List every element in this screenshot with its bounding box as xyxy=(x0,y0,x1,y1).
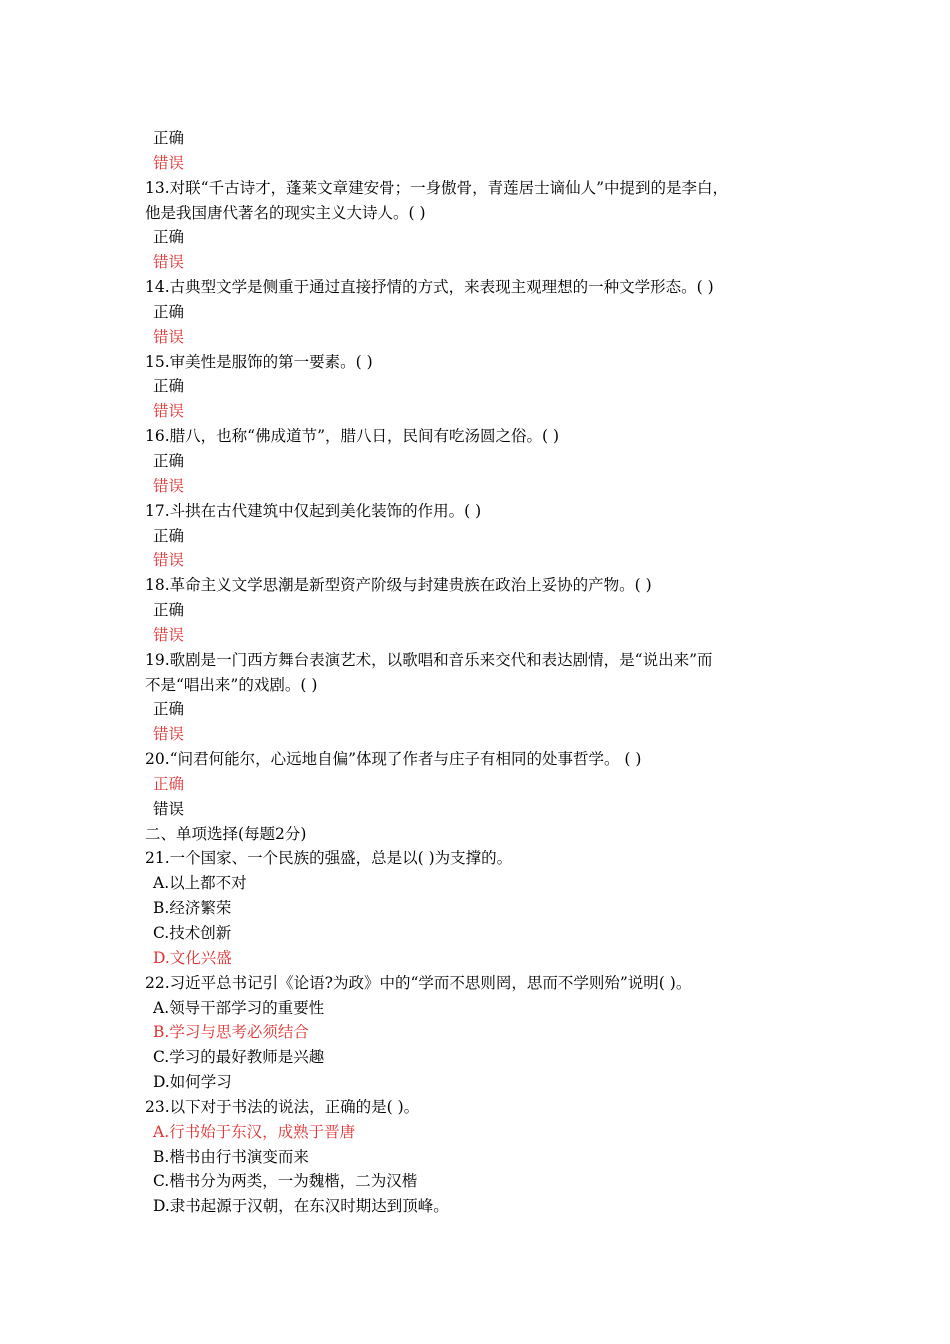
question-text: 21.一个国家、一个民族的强盛，总是以( )为支撑的。 xyxy=(145,849,513,868)
answer-option-correct: 错误 xyxy=(153,551,185,570)
question-text: 16.腊八，也称“佛成道节”，腊八日，民间有吃汤圆之俗。( ) xyxy=(145,427,560,446)
answer-option: D.如何学习 xyxy=(153,1073,232,1092)
answer-option: 正确 xyxy=(153,129,185,147)
question-text: 23.以下对于书法的说法，正确的是( )。 xyxy=(145,1097,420,1116)
answer-option: 错误 xyxy=(153,799,185,818)
answer-option-correct: 错误 xyxy=(153,402,185,421)
answer-option: 正确 xyxy=(153,302,185,321)
answer-option-correct: 错误 xyxy=(153,153,185,172)
question-text: 19.歌剧是一门西方舞台表演艺术，以歌唱和音乐来交代和表达剧情，是“说出来”而 xyxy=(145,650,713,669)
answer-option: 正确 xyxy=(153,601,185,620)
question-text: 22.习近平总书记引《论语?为政》中的“学而不思则罔，思而不学则殆”说明( )。 xyxy=(145,973,692,992)
answer-option-correct: 错误 xyxy=(153,725,185,744)
answer-option: 正确 xyxy=(153,377,185,396)
answer-option: C.技术创新 xyxy=(153,924,232,942)
answer-option: D.隶书起源于汉朝，在东汉时期达到顶峰。 xyxy=(153,1197,449,1216)
document-body xyxy=(145,126,825,1219)
section-heading: 二、单项选择(每题2分) xyxy=(145,824,307,843)
answer-option-correct: 错误 xyxy=(153,476,185,495)
answer-option-correct: 错误 xyxy=(153,253,185,272)
answer-option: 正确 xyxy=(153,700,185,719)
answer-option: A.以上都不对 xyxy=(153,874,247,893)
answer-option: 正确 xyxy=(153,451,185,470)
answer-option: 正确 xyxy=(153,526,185,545)
answer-option: C.楷书分为两类，一为魏楷，二为汉楷 xyxy=(153,1172,418,1191)
answer-option: B.楷书由行书演变而来 xyxy=(153,1147,309,1166)
answer-option: 正确 xyxy=(153,228,185,247)
question-text: 13.对联“千古诗才，蓬莱文章建安骨；一身傲骨，青莲居士谪仙人”中提到的是李白， xyxy=(145,178,729,197)
answer-option-correct: 错误 xyxy=(153,625,185,644)
question-text: 17.斗拱在古代建筑中仅起到美化装饰的作用。( ) xyxy=(145,501,482,520)
answer-option: C.学习的最好教师是兴趣 xyxy=(153,1048,325,1067)
answer-option-correct: 错误 xyxy=(153,327,185,346)
question-text: 14.古典型文学是侧重于通过直接抒情的方式，来表现主观理想的一种文学形态。( ) xyxy=(145,278,714,297)
question-text: 他是我国唐代著名的现实主义大诗人。( ) xyxy=(145,203,426,222)
answer-option: B.经济繁荣 xyxy=(153,899,232,918)
answer-option-correct: 正确 xyxy=(153,774,185,793)
question-text: 20.“问君何能尔，心远地自偏”体现了作者与庄子有相同的处事哲学。 ( ) xyxy=(145,750,642,769)
answer-option: A.领导干部学习的重要性 xyxy=(153,998,325,1017)
answer-option-correct: A.行书始于东汉，成熟于晋唐 xyxy=(153,1122,356,1141)
answer-option-correct: B.学习与思考必须结合 xyxy=(153,1023,309,1042)
answer-option-correct: D.文化兴盛 xyxy=(153,948,232,967)
question-text: 不是“唱出来”的戏剧。( ) xyxy=(145,675,318,694)
question-text: 18.革命主义文学思潮是新型资产阶级与封建贵族在政治上妥协的产物。( ) xyxy=(145,576,652,595)
question-text: 15.审美性是服饰的第一要素。( ) xyxy=(145,352,373,371)
